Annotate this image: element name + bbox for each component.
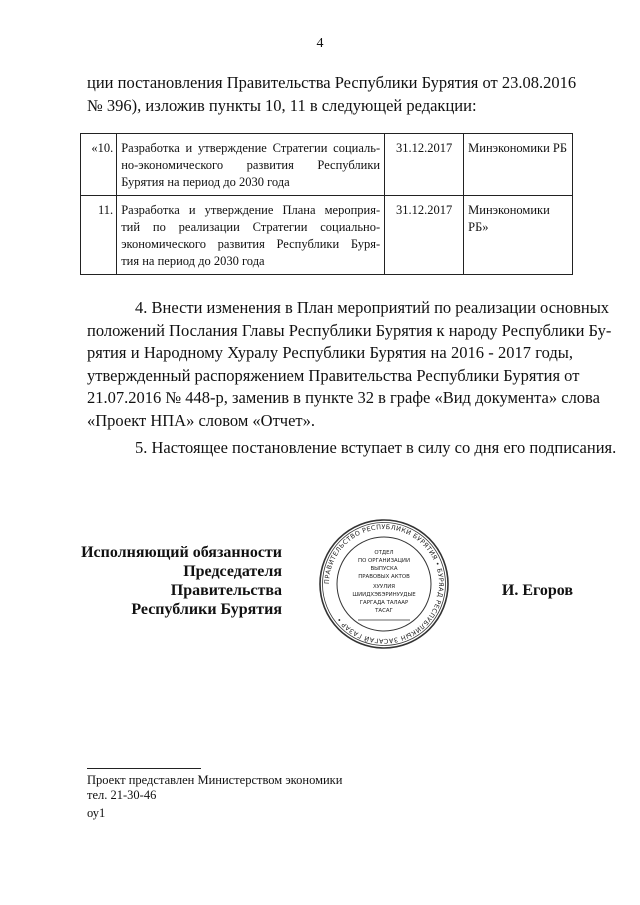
text-line: Бурятия на период до 2030 года (121, 175, 290, 189)
seal-outer-text: ПРАВИТЕЛЬСТВО РЕСПУБЛИКИ БУРЯТИЯ • БУРЯАД РЕСПУБЛИКЫН ЗАСАГАЙ ГАЗАР • (322, 522, 446, 646)
text-line: Разработка и утверждение Стратегии социаль- (121, 141, 381, 155)
text-line: экономического развития Республики Буря- (121, 237, 381, 251)
text-line: но-экономического развития Республики (121, 158, 381, 172)
paragraph-4 (87, 297, 612, 432)
row-text (117, 196, 385, 275)
signatory-line: Председателя Правительства (170, 563, 282, 599)
text-line: тия на период до 2030 года (121, 254, 265, 268)
signatory-title (70, 543, 282, 619)
row-number: 11. (81, 196, 117, 275)
row-date: 31.12.2017 (385, 134, 464, 196)
paragraph-5 (87, 437, 617, 460)
text-line: тий по реализации Стратегии социально- (121, 220, 381, 234)
text-line: № 396), изложив пункты 10, 11 в следующей редакции: (87, 95, 477, 115)
document-code: оу1 (87, 806, 106, 820)
seal-line: ВЫПУСКА (370, 566, 398, 572)
seal-line: ОТДЕЛ (374, 550, 394, 556)
text-line: «Проект НПА» словом «Отчет». (87, 410, 316, 430)
seal-line: ПО ОРГАНИЗАЦИИ (358, 558, 410, 564)
amendment-table (80, 133, 573, 275)
signatory-line: Республики Бурятия (131, 601, 282, 618)
signatory-line: Исполняющий обязанности (81, 544, 282, 561)
row-text (117, 134, 385, 196)
footnote-line: тел. 21-30-46 (87, 788, 157, 802)
seal-line: ШИИДХЭБЭРИНУУДЫЕ (352, 592, 416, 598)
text-line: положений Послания Главы Республики Бурятия к народу Республики Бу- (87, 320, 612, 340)
seal-line: ТАСАГ (375, 608, 393, 614)
row-org: Минэкономики РБ» (464, 196, 573, 275)
text-line: рятия и Народному Хуралу Республики Бурятия на 2016 - 2017 годы, (87, 343, 573, 362)
official-seal (318, 518, 450, 650)
table-row (81, 134, 573, 196)
row-number: «10. (81, 134, 117, 196)
text-line: 5. Настоящее постановление вступает в силу со дня его подписания. (135, 438, 617, 457)
row-date: 31.12.2017 (385, 196, 464, 275)
text-line: Разработка и утверждение Плана мероприя- (121, 203, 381, 217)
seal-line: ГАРГАДА ТАЛААР (359, 600, 409, 606)
row-org: Минэкономики РБ (464, 134, 573, 196)
text-line: ции постановления Правительства Республики Бурятия от 23.08.2016 (87, 73, 577, 92)
text-line: утвержденный распоряжением Правительства Республики Бурятия от (87, 365, 580, 385)
footnote-line: Проект представлен Министерством экономики (87, 773, 343, 787)
table-row (81, 196, 573, 275)
signatory-name: И. Егоров (501, 582, 573, 599)
footnote-divider (87, 768, 201, 769)
page-number: 4 (316, 36, 324, 51)
intro-paragraph (87, 72, 577, 117)
footnote (87, 773, 342, 803)
seal-line: ХУУЛИЯ (372, 584, 396, 590)
seal-line: ПРАВОВЫХ АКТОВ (358, 574, 410, 580)
text-line: 21.07.2016 № 448-р, заменив в пункте 32 в графе «Вид документа» слова (87, 388, 600, 407)
text-line: 4. Внести изменения в План мероприятий по реализации основных (135, 298, 610, 317)
